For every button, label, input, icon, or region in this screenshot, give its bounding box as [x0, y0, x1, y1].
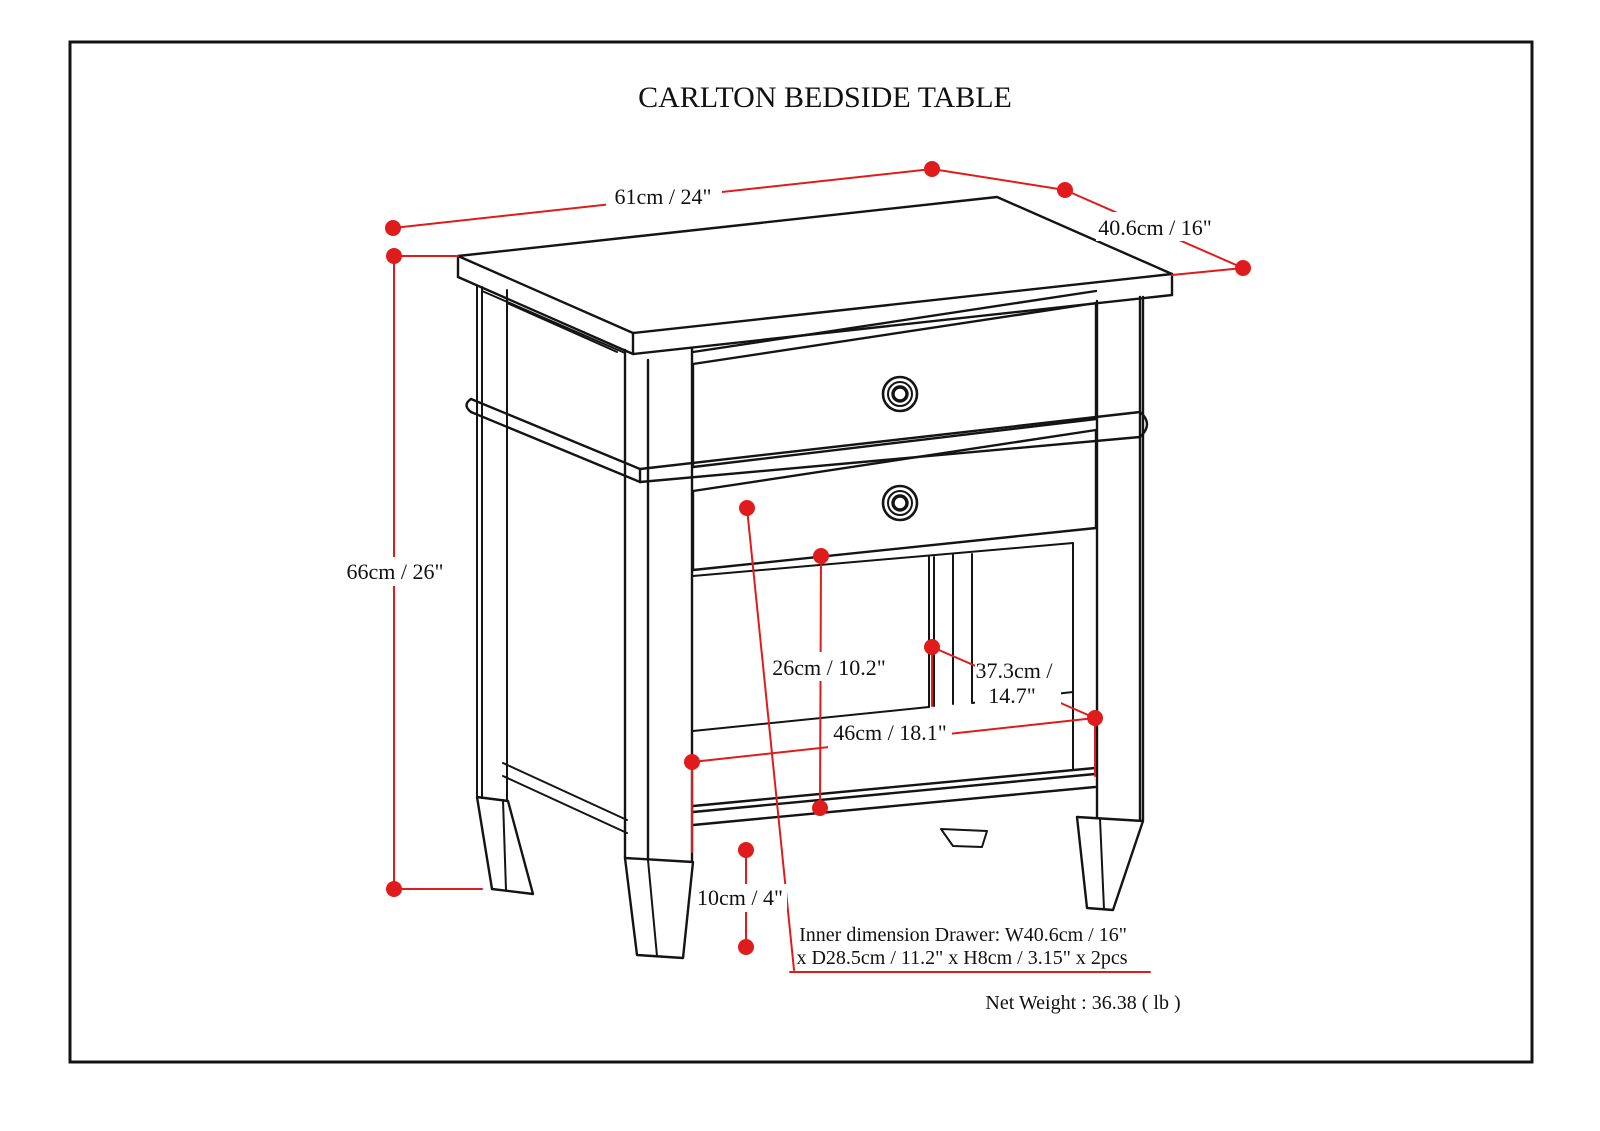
- lower-drawer-knob: [883, 486, 917, 520]
- net-weight-label: Net Weight : 36.38 ( lb ): [985, 992, 1181, 1014]
- dim-label-clearance: 10cm / 4": [697, 885, 783, 910]
- front-left-leg: [625, 349, 692, 862]
- drawer-note-line1: Inner dimension Drawer: W40.6cm / 16": [799, 924, 1127, 946]
- dim-label-opening-height: 26cm / 10.2": [772, 655, 886, 680]
- tabletop: [458, 197, 1172, 333]
- dim-label-top-width: 61cm / 24": [614, 184, 712, 209]
- dim-label-shelf-depth-1: 37.3cm /: [975, 658, 1053, 683]
- dim-line-opening-height: [820, 556, 821, 808]
- page-border: [70, 42, 1532, 1062]
- page-title: CARLTON BEDSIDE TABLE: [638, 81, 1012, 114]
- dim-label-top-depth: 40.6cm / 16": [1098, 215, 1212, 240]
- table-drawing: [458, 197, 1172, 958]
- drawer-note-line2: x D28.5cm / 11.2" x H8cm / 3.15" x 2pcs: [796, 947, 1128, 969]
- left-side-panel: [477, 286, 627, 833]
- bottom-shelf: [693, 768, 1095, 825]
- upper-drawer: [693, 303, 1096, 467]
- dim-label-height: 66cm / 26": [346, 559, 444, 584]
- front-right-leg: [1097, 297, 1143, 820]
- dim-label-shelf-depth-2: 14.7": [988, 683, 1036, 708]
- dim-label-shelf-width: 46cm / 18.1": [833, 720, 947, 745]
- upper-drawer-knob: [883, 377, 917, 411]
- molding-rail: [467, 399, 1148, 482]
